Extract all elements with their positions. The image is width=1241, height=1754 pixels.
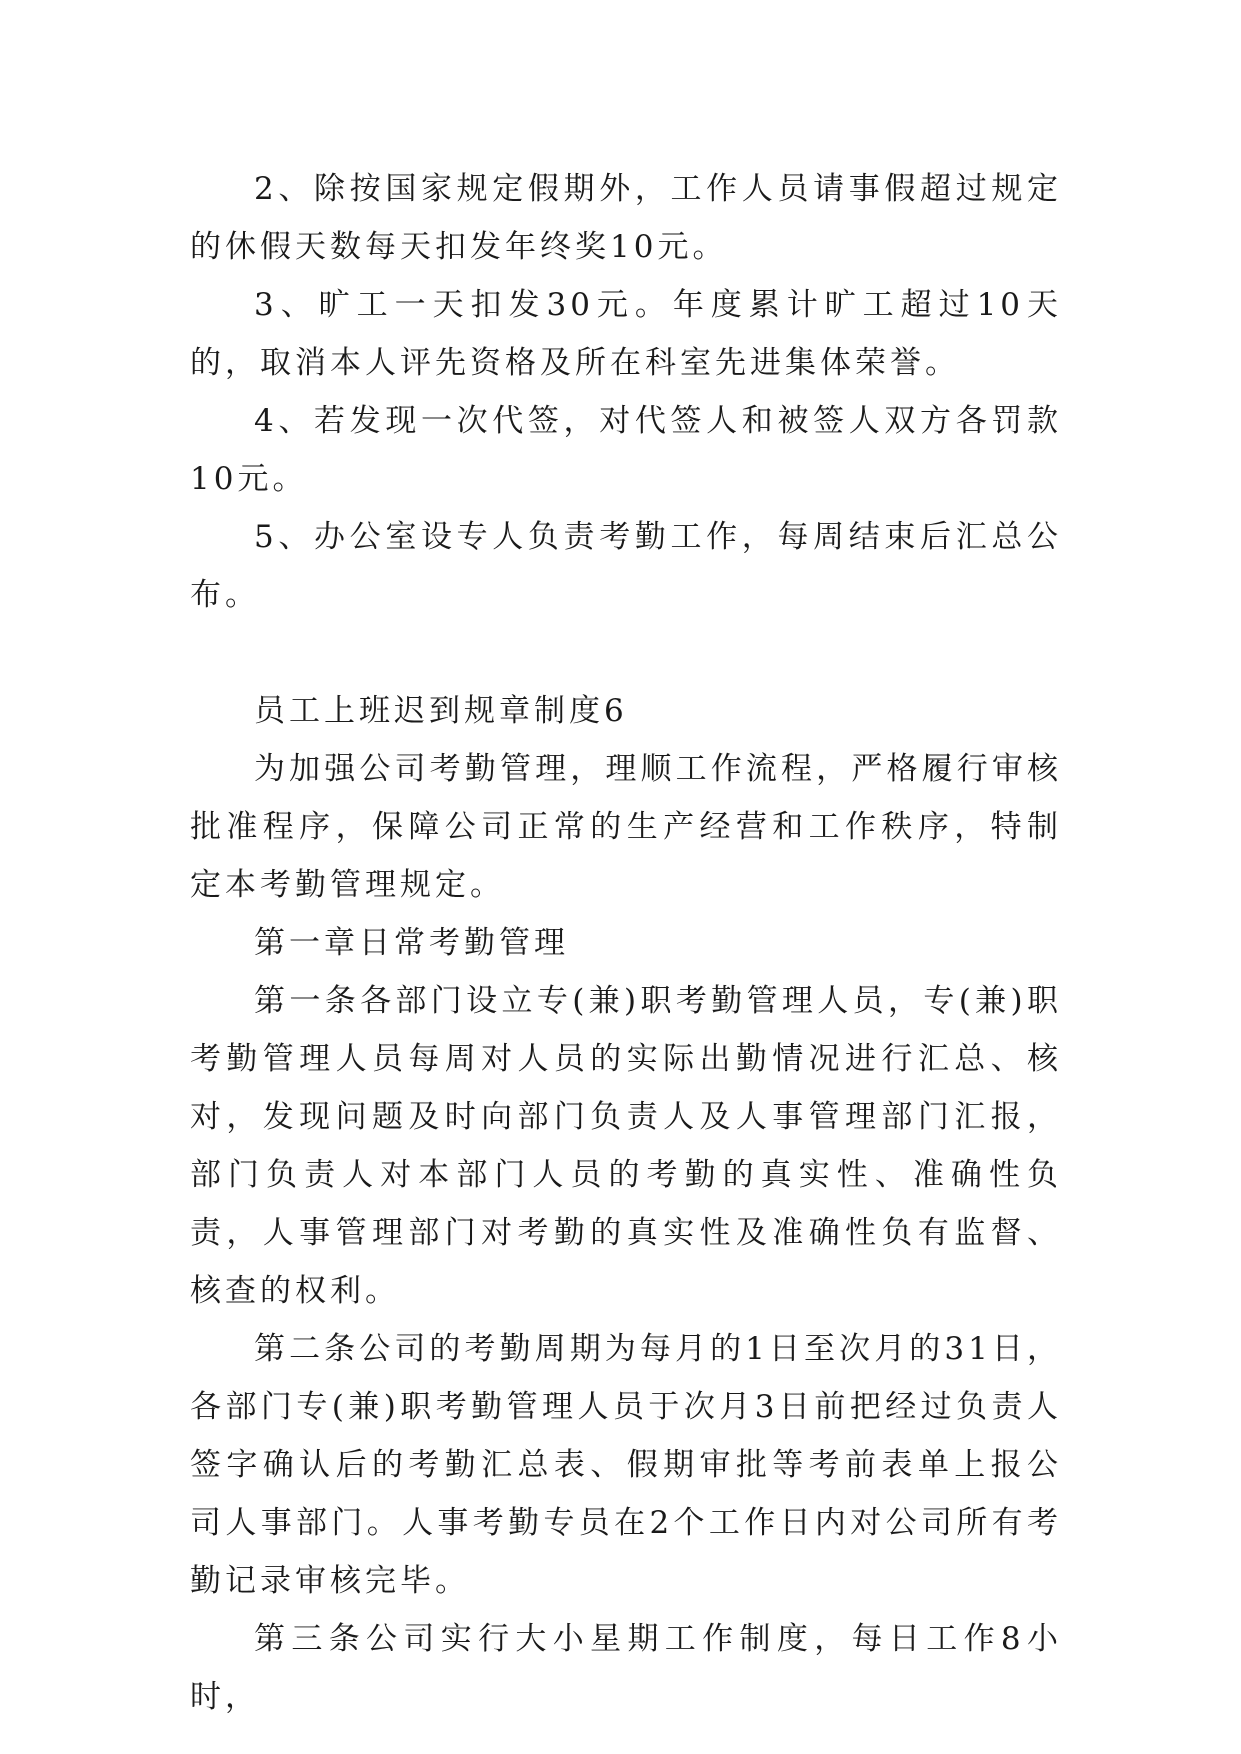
rule-paragraph-4: 4、若发现一次代签，对代签人和被签人双方各罚款10元。: [190, 403, 1062, 497]
section-spacer: [190, 624, 1062, 682]
document-body: [190, 160, 1062, 1726]
chapter-title: 第一章日常考勤管理: [254, 925, 569, 961]
article-2: 第二条公司的考勤周期为每月的1日至次月的31日，各部门专(兼)职考勤管理人员于次月3日前把经过负责人签字确认后的考勤汇总表、假期审批等考前表单上报公司人事部门。人事考勤专员在2个工作日内对公司所有考勤记录审核完毕。: [190, 1331, 1062, 1599]
section-title: 员工上班迟到规章制度6: [254, 693, 628, 729]
article-1: 第一条各部门设立专(兼)职考勤管理人员，专(兼)职考勤管理人员每周对人员的实际出勤情况进行汇总、核对，发现问题及时向部门负责人及人事管理部门汇报，部门负责人对本部门人员的考勤的真实性、准确性负责，人事管理部门对考勤的真实性及准确性负有监督、核查的权利。: [190, 983, 1062, 1309]
article-3: 第三条公司实行大小星期工作制度，每日工作8小时，: [190, 1621, 1062, 1715]
rule-paragraph-5: 5、办公室设专人负责考勤工作，每周结束后汇总公布。: [190, 519, 1062, 613]
rule-paragraph-3: 3、旷工一天扣发30元。年度累计旷工超过10天的，取消本人评先资格及所在科室先进集体荣誉。: [190, 287, 1062, 381]
rule-paragraph-2: 2、除按国家规定假期外，工作人员请事假超过规定的休假天数每天扣发年终奖10元。: [190, 171, 1062, 265]
intro-paragraph: 为加强公司考勤管理，理顺工作流程，严格履行审核批准程序，保障公司正常的生产经营和工作秩序，特制定本考勤管理规定。: [190, 751, 1062, 903]
